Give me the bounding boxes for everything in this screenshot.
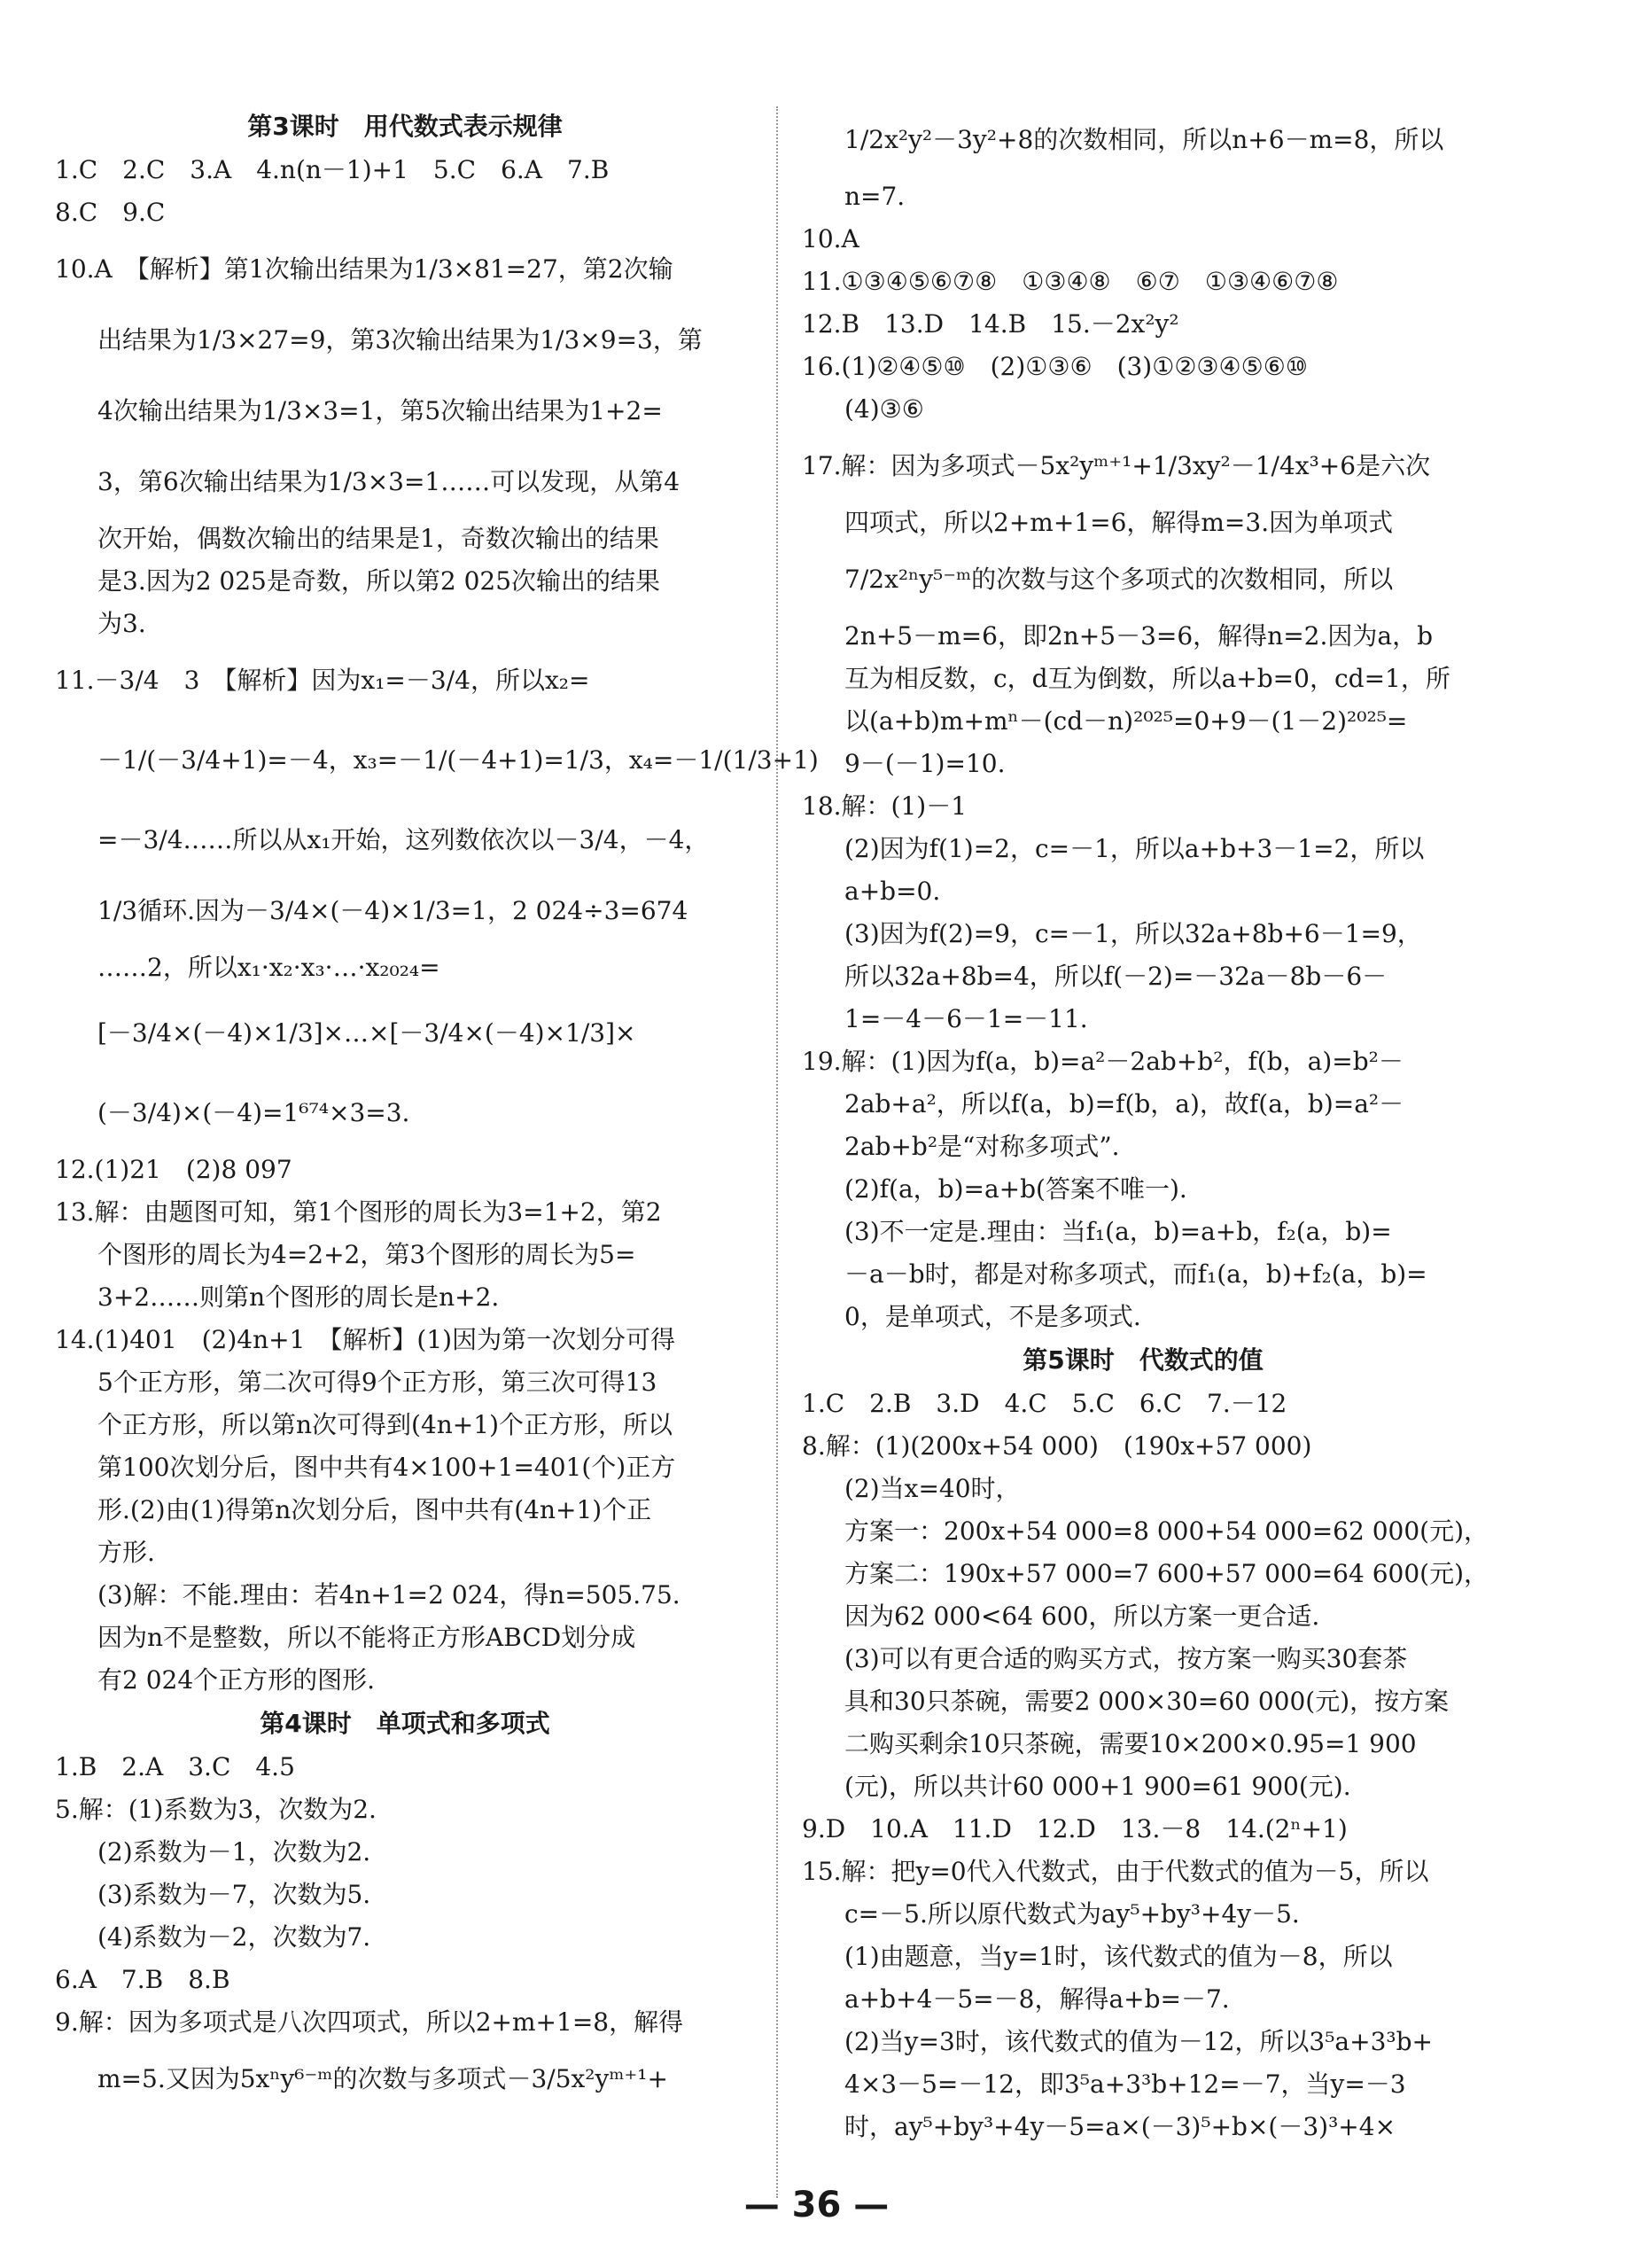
answer-line: (3)解：不能.理由：若4n+1=2 024，得n=505.75. [97, 1580, 680, 1609]
answer-line: 8.解：(1)(200x+54 000) (190x+57 000) [802, 1431, 1312, 1461]
answer-line: 为3. [97, 609, 146, 638]
answer-line: (2)因为f(1)=2，c=－1，所以a+b+3－1=2，所以 [844, 834, 1425, 863]
answer-line: 5.解：(1)系数为3，次数为2. [55, 1795, 377, 1824]
answer-line: 个图形的周长为4=2+2，第3个图形的周长为5= [97, 1240, 636, 1269]
answer-line: 方形. [97, 1538, 155, 1567]
answer-line: 因为n不是整数，所以不能将正方形ABCD划分成 [97, 1623, 636, 1652]
answer-line: (2)f(a，b)=a+b(答案不唯一). [844, 1174, 1187, 1204]
answer-line: c=－5.所以原代数式为ay⁵+by³+4y－5. [844, 1899, 1300, 1929]
answer-line: 2ab+b²是“对称多项式”. [844, 1132, 1120, 1161]
right-column [802, 105, 1489, 2148]
answer-line: 因为62 000<64 600，所以方案一更合适. [844, 1602, 1320, 1631]
column-divider [776, 106, 778, 2198]
section-title: 第3课时 用代数式表示规律 [247, 112, 563, 141]
answer-line: a+b=0. [844, 877, 941, 906]
answer-line: 时，ay⁵+by³+4y－5=a×(－3)⁵+b×(－3)³+4× [844, 2112, 1396, 2141]
answer-line: (3)因为f(2)=9，c=－1，所以32a+8b+6－1=9， [844, 919, 1422, 948]
answer-line: 6.A 7.B 8.B [55, 1965, 230, 1994]
answer-line: (2)系数为－1，次数为2. [97, 1837, 371, 1867]
answer-line: 二购买剩余10只茶碗，需要10×200×0.95=1 900 [844, 1729, 1417, 1758]
answer-line: 3，第6次输出结果为1/3×3=1……可以发现，从第4 [97, 467, 680, 496]
answer-line: 次开始，偶数次输出的结果是1，奇数次输出的结果 [97, 524, 659, 553]
answer-line: 8.C 9.C [55, 198, 166, 227]
answer-line: 5个正方形，第二次可得9个正方形，第三次可得13 [97, 1368, 657, 1397]
answer-line: 方案一：200x+54 000=8 000+54 000=62 000(元)， [844, 1516, 1489, 1546]
answer-line: a+b+4－5=－8，解得a+b=－7. [844, 1984, 1230, 2014]
answer-line: (－3/4)×(－4)=1⁶⁷⁴×3=3. [97, 1098, 410, 1127]
answer-line: (2)当x=40时， [844, 1474, 1021, 1503]
answer-line: 19.解：(1)因为f(a，b)=a²－2ab+b²，f(b，a)=b²－ [802, 1047, 1404, 1076]
answer-line: ……2，所以x₁·x₂·x₃·…·x₂₀₂₄= [97, 953, 440, 982]
answer-line: 1=－4－6－1=－11. [844, 1004, 1088, 1033]
answer-line: (3)系数为－7，次数为5. [97, 1880, 371, 1909]
answer-line: －1/(－3/4+1)=－4，x₃=－1/(－4+1)=1/3，x₄=－1/(1/3+1) [97, 745, 819, 775]
answer-line: 13.解：由题图可知，第1个图形的周长为3=1+2，第2 [55, 1197, 662, 1227]
section-title: 第4课时 单项式和多项式 [260, 1709, 550, 1738]
answer-line: 是3.因为2 025是奇数，所以第2 025次输出的结果 [97, 566, 661, 596]
answer-line: －a－b时，都是对称多项式，而f₁(a，b)+f₂(a，b)= [844, 1259, 1427, 1289]
answer-line: 18.解：(1)－1 [802, 791, 968, 821]
answer-line: (3)可以有更合适的购买方式，按方案一购买30套茶 [844, 1644, 1408, 1673]
answer-line: =－3/4……所以从x₁开始，这列数依次以－3/4，－4， [97, 825, 710, 854]
answer-line: 1/3循环.因为－3/4×(－4)×1/3=1，2 024÷3=674 [97, 896, 688, 925]
answer-line: m=5.又因为5xⁿy⁶⁻ᵐ的次数与多项式－3/5x²yᵐ⁺¹+ [97, 2064, 668, 2093]
answer-line: n=7. [844, 182, 906, 211]
answer-line: 个正方形，所以第n次可得到(4n+1)个正方形，所以 [97, 1410, 673, 1439]
answer-line: 互为相反数，c，d互为倒数，所以a+b=0，cd=1，所 [844, 664, 1450, 693]
answer-line: 有2 024个正方形的图形. [97, 1665, 376, 1695]
answer-line: 1.C 2.C 3.A 4.n(n－1)+1 5.C 6.A 7.B [55, 155, 610, 184]
answer-line: 具和30只茶碗，需要2 000×30=60 000(元)，按方案 [844, 1687, 1450, 1716]
answer-line: 3+2……则第n个图形的周长是n+2. [97, 1282, 500, 1312]
answer-line: (元)，所以共计60 000+1 900=61 900(元). [844, 1772, 1351, 1801]
answer-line: 12.B 13.D 14.B 15.－2x²y² [802, 309, 1179, 339]
answer-line: 11.①③④⑤⑥⑦⑧ ①③④⑧ ⑥⑦ ①③④⑥⑦⑧ [802, 267, 1339, 296]
answer-line: 14.(1)401 (2)4n+1 【解析】(1)因为第一次划分可得 [55, 1325, 676, 1354]
answer-line: 形.(2)由(1)得第n次划分后，图中共有(4n+1)个正 [97, 1495, 652, 1524]
answer-line: 第100次划分后，图中共有4×100+1=401(个)正方 [97, 1453, 676, 1482]
page-number: — 36 — [743, 2185, 890, 2225]
answer-line: 15.解：把y=0代入代数式，由于代数式的值为－5，所以 [802, 1857, 1429, 1886]
answer-line: 9－(－1)=10. [844, 749, 1006, 778]
answer-line: 1/2x²y²－3y²+8的次数相同，所以n+6－m=8，所以 [844, 125, 1444, 154]
answer-line: 四项式，所以2+m+1=6，解得m=3.因为单项式 [844, 508, 1394, 537]
answer-line: 4次输出结果为1/3×3=1，第5次输出结果为1+2= [97, 396, 663, 425]
answer-line: 4×3－5=－12，即3⁵a+3³b+12=－7，当y=－3 [844, 2069, 1406, 2099]
answer-line: [－3/4×(－4)×1/3]×…×[－3/4×(－4)×1/3]× [97, 1018, 636, 1048]
answer-line: (4)系数为－2，次数为7. [97, 1922, 371, 1952]
answer-line: (4)③⑥ [844, 394, 924, 424]
answer-line: 所以32a+8b=4，所以f(－2)=－32a－8b－6－ [844, 962, 1388, 991]
answer-line: 0，是单项式，不是多项式. [844, 1302, 1141, 1331]
answer-line: 16.(1)②④⑤⑩ (2)①③⑥ (3)①②③④⑤⑥⑩ [802, 352, 1308, 381]
answer-line: 1.C 2.B 3.D 4.C 5.C 6.C 7.－12 [802, 1389, 1287, 1418]
section-title: 第5课时 代数式的值 [1023, 1345, 1264, 1375]
left-column [55, 105, 819, 2115]
answer-line: 9.解：因为多项式是八次四项式，所以2+m+1=8，解得 [55, 2007, 684, 2037]
answer-line: (1)由题意，当y=1时，该代数式的值为－8，所以 [844, 1942, 1393, 1971]
answer-line: 7/2x²ⁿy⁵⁻ᵐ的次数与这个多项式的次数相同，所以 [844, 565, 1394, 594]
answer-line: 11.－3/4 3 【解析】因为x₁=－3/4，所以x₂= [55, 666, 590, 695]
answer-line: 1.B 2.A 3.C 4.5 [55, 1752, 295, 1781]
answer-line: 方案二：190x+57 000=7 600+57 000=64 600(元)， [844, 1559, 1489, 1588]
answer-line: 12.(1)21 (2)8 097 [55, 1155, 292, 1184]
answer-line: 出结果为1/3×27=9，第3次输出结果为1/3×9=3，第 [97, 325, 703, 355]
answer-line: 2n+5－m=6，即2n+5－3=6，解得n=2.因为a，b [844, 621, 1433, 651]
answer-line: 10.A [802, 224, 859, 253]
answer-line: 以(a+b)m+mⁿ－(cd－n)²⁰²⁵=0+9－(1－2)²⁰²⁵= [844, 706, 1408, 736]
answer-line: 2ab+a²，所以f(a，b)=f(b，a)，故f(a，b)=a²－ [844, 1089, 1404, 1118]
answer-line: (2)当y=3时，该代数式的值为－12，所以3⁵a+3³b+ [844, 2027, 1434, 2056]
answer-line: 9.D 10.A 11.D 12.D 13.－8 14.(2ⁿ+1) [802, 1814, 1348, 1843]
answer-line: 17.解：因为多项式－5x²yᵐ⁺¹+1/3xy²－1/4x³+6是六次 [802, 451, 1431, 480]
answer-line: (3)不一定是.理由：当f₁(a，b)=a+b，f₂(a，b)= [844, 1217, 1392, 1246]
answer-line: 10.A 【解析】第1次输出结果为1/3×81=27，第2次输 [55, 254, 673, 284]
